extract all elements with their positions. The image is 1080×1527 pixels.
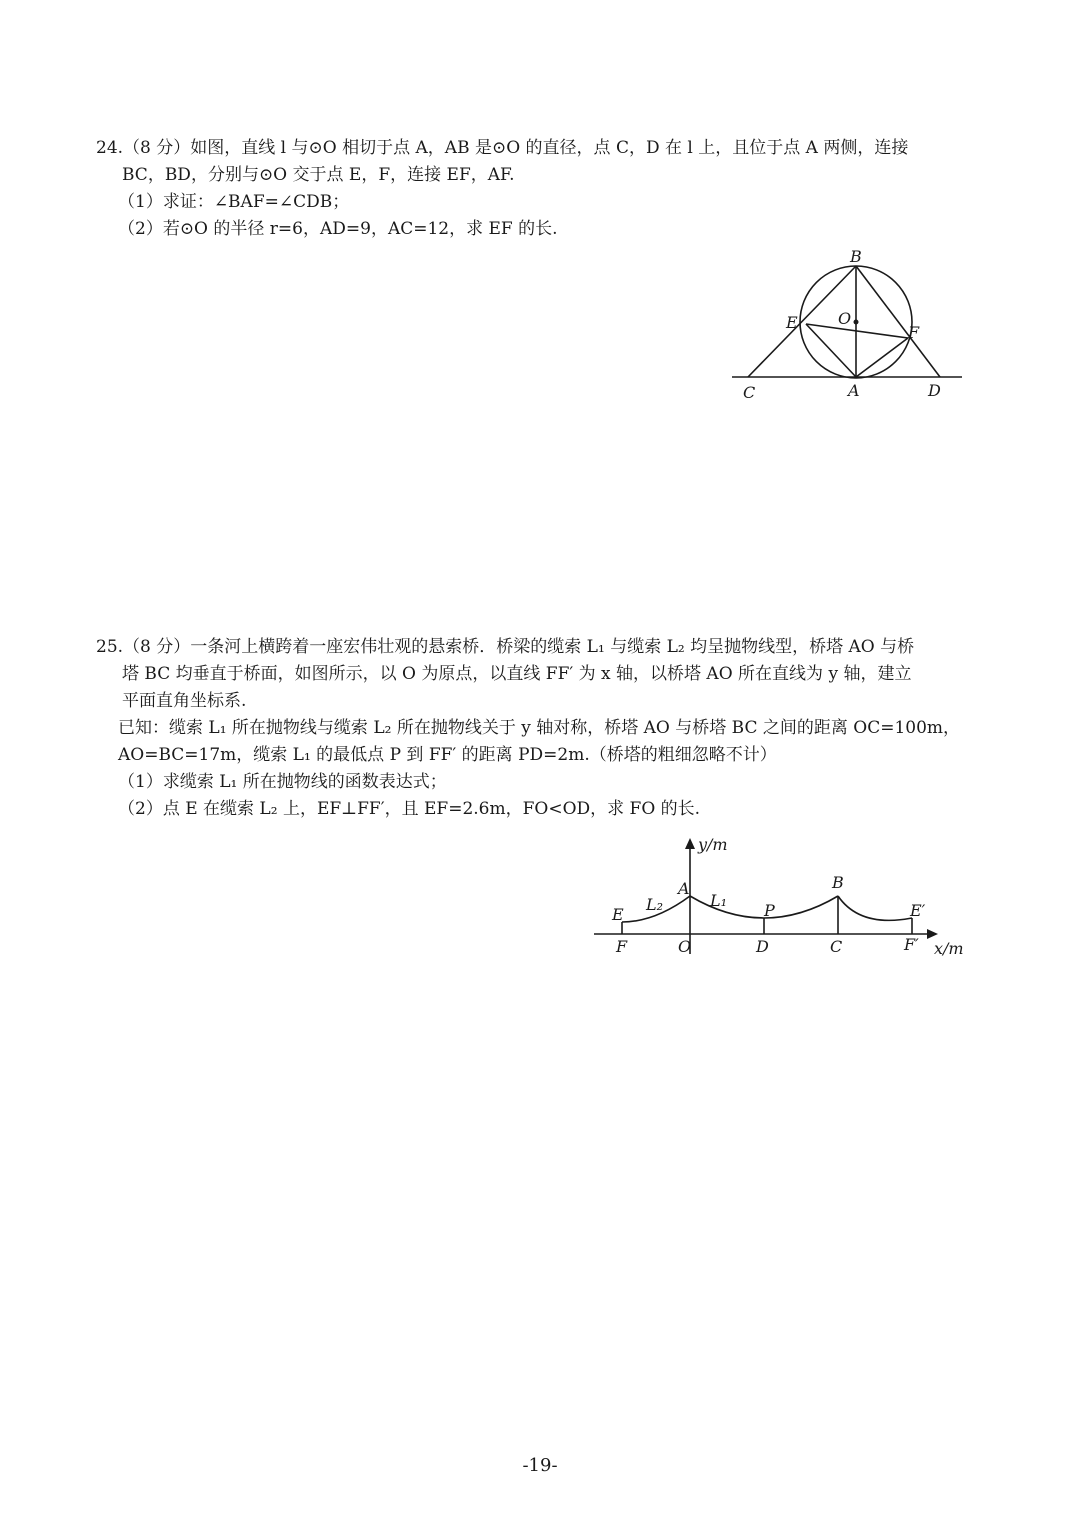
center-point-o xyxy=(854,320,859,325)
segment-ae xyxy=(806,324,856,377)
y-axis-arrow-icon xyxy=(685,838,695,849)
label-e: E xyxy=(612,905,624,924)
problem-25-question-1: （1）求缆索 L₁ 所在抛物线的函数表达式； xyxy=(118,772,447,792)
problem-24 xyxy=(96,135,976,243)
problem-number: 24. xyxy=(96,138,124,158)
problem-points: （8 分） xyxy=(123,637,191,657)
label-l2: L₂ xyxy=(646,895,664,914)
problem-25-line-1 xyxy=(96,634,976,661)
label-p: P xyxy=(764,901,775,920)
label-d: D xyxy=(928,381,941,400)
problem-25-given-2: AO=BC=17m，缆索 L₁ 的最低点 P 到 FF′ 的距离 PD=2m.（桥塔的粗细忽略不计） xyxy=(118,745,777,765)
label-o: O xyxy=(678,937,692,956)
label-a: A xyxy=(848,381,860,400)
label-o: O xyxy=(838,309,852,328)
label-a: A xyxy=(678,879,690,898)
label-l1: L₁ xyxy=(710,891,728,910)
problem-24-question-1: （1）求证：∠BAF=∠CDB； xyxy=(118,192,350,212)
label-c: C xyxy=(743,383,756,402)
x-axis-arrow-icon xyxy=(927,929,938,939)
label-b: B xyxy=(832,873,844,892)
label-c: C xyxy=(830,937,843,956)
problem-text: 如图，直线 l 与⊙O 相切于点 A，AB 是⊙O 的直径，点 C，D 在 l 上，且位于点 A 两侧，连接 xyxy=(190,138,909,158)
page-number: -19- xyxy=(522,1455,558,1476)
label-b: B xyxy=(850,247,862,266)
label-e: E xyxy=(786,313,798,332)
label-e-prime: E′ xyxy=(910,901,926,920)
label-d: D xyxy=(756,937,769,956)
label-f: F xyxy=(616,937,628,956)
problem-24-line-1 xyxy=(96,135,976,162)
label-y-axis: y/m xyxy=(698,835,728,854)
problem-number: 25. xyxy=(96,637,124,657)
problem-25-line-3: 平面直角坐标系. xyxy=(122,691,247,711)
problem-text: 一条河上横跨着一座宏伟壮观的悬索桥．桥梁的缆索 L₁ 与缆索 L₂ 均呈抛物线型，桥塔 AO 与桥 xyxy=(190,637,915,657)
segment-ef xyxy=(806,324,908,338)
segment-bd xyxy=(856,266,940,377)
figure-24-circle-diagram xyxy=(720,248,980,408)
problem-24-question-2: （2）若⊙O 的半径 r=6，AD=9，AC=12，求 EF 的长. xyxy=(118,219,558,239)
problem-25-given-1: 已知：缆索 L₁ 所在抛物线与缆索 L₂ 所在抛物线关于 y 轴对称，桥塔 AO 与桥塔 BC 之间的距离 OC=100m， xyxy=(118,718,961,738)
label-f-prime: F′ xyxy=(904,935,919,954)
problem-25-question-2: （2）点 E 在缆索 L₂ 上，EF⊥FF′，且 EF=2.6m，FO<OD，求 FO 的长. xyxy=(118,799,701,819)
problem-points: （8 分） xyxy=(123,138,191,158)
problem-25 xyxy=(96,634,976,823)
cable-right-end xyxy=(838,896,912,920)
problem-24-line-2: BC，BD，分别与⊙O 交于点 E，F，连接 EF，AF. xyxy=(122,165,515,185)
label-f: F xyxy=(908,323,920,342)
figure-25-bridge-diagram xyxy=(590,832,980,962)
problem-25-line-2: 塔 BC 均垂直于桥面，如图所示，以 O 为原点，以直线 FF′ 为 x 轴，以桥塔 AO 所在直线为 y 轴，建立 xyxy=(122,664,912,684)
label-x-axis: x/m xyxy=(934,939,964,958)
